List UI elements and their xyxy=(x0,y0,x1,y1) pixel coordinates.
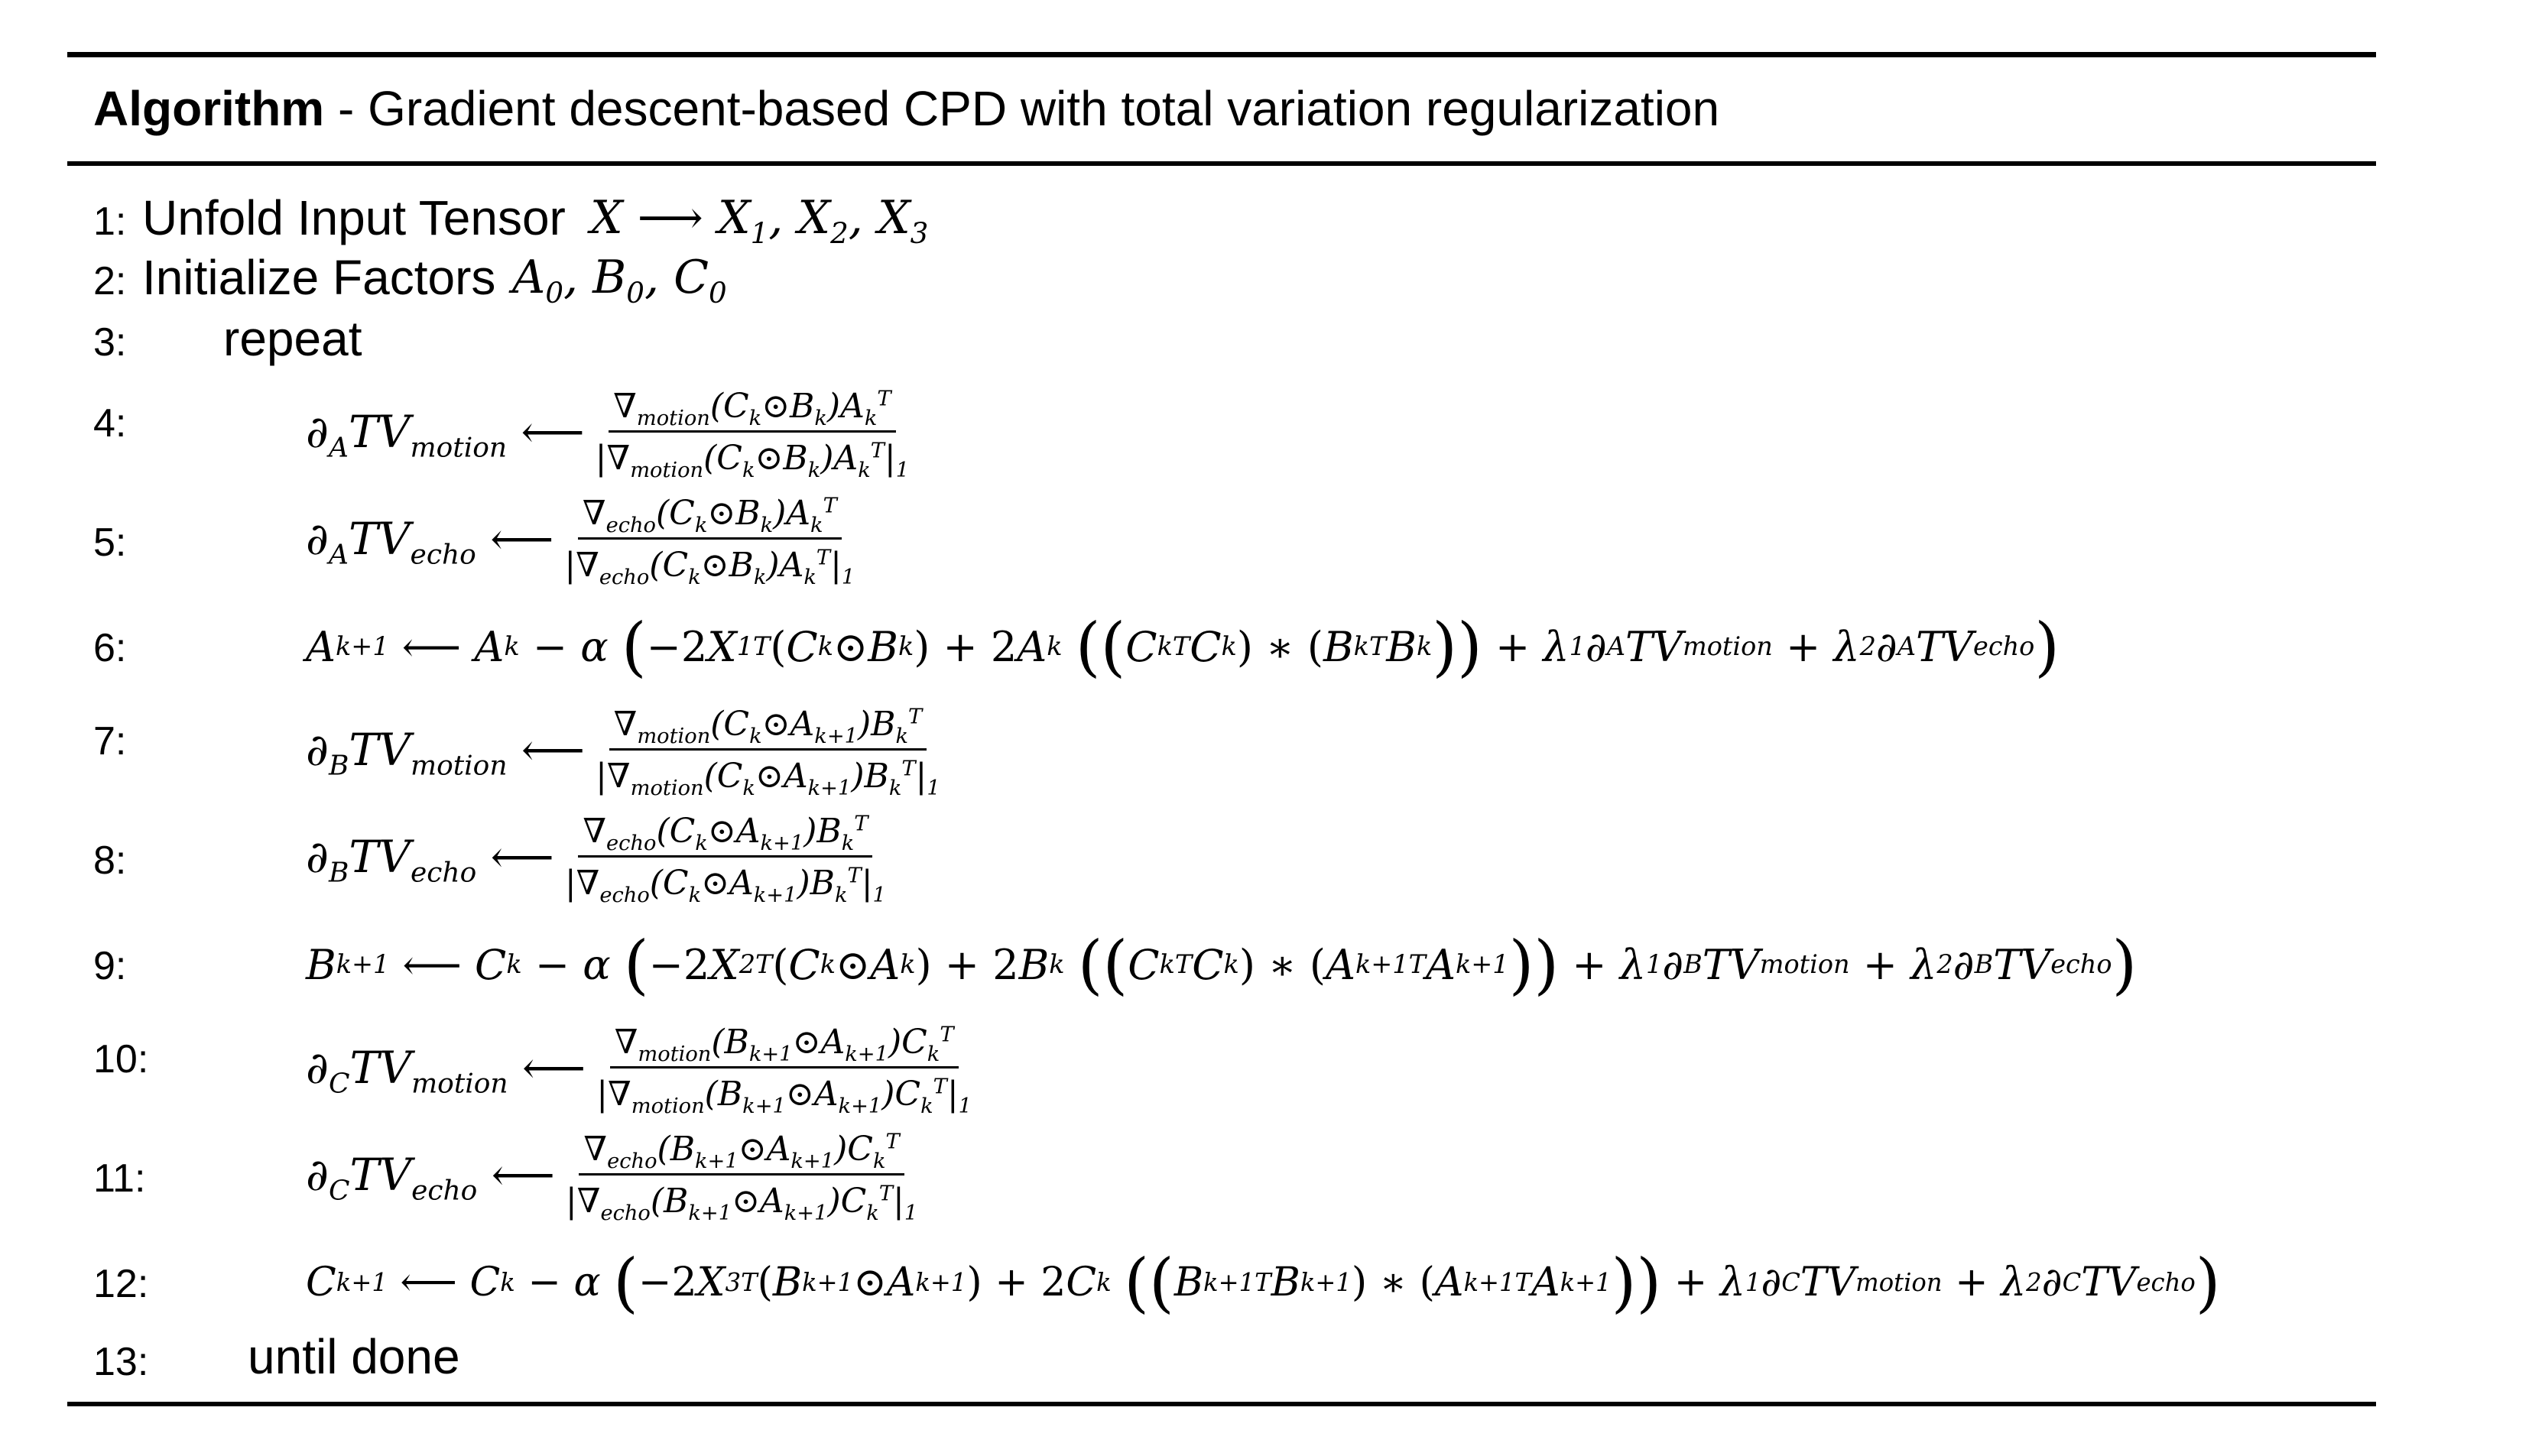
step-math: $\partial_ATV_{echo}$ ⟵ $\frac{\nabla_{echo}(C_k⊙B_k)A_k^T}{|\nabla_{echo}(C_k⊙B_k)A_k^T|_1}$ xyxy=(306,493,855,589)
top-rule xyxy=(67,52,2376,57)
step-math: $\partial_BTV_{motion}$ ⟵ $\frac{\nabla_{motion}(C_k⊙A_{k+1})B_k^T}{|\nabla_{motion}(C_k⊙A_{k+1})B_k^T|_1}$ xyxy=(306,704,940,800)
step-text: repeat xyxy=(223,311,362,366)
step-math: $A_0$, $B_0$, $C_0$ xyxy=(512,251,727,310)
step-number: 13: xyxy=(93,1340,149,1384)
step-math: $\partial_CTV_{echo}$ ⟵ $\frac{\nabla_{echo}(B_{k+1}⊙A_{k+1})C_k^T}{|\nabla_{echo}(B_{k+1}⊙A_{k+1})C_k^T|_1}$ xyxy=(306,1129,918,1225)
step-math: $\partial_CTV_{motion}$ ⟵ $\frac{\nabla_{motion}(B_{k+1}⊙A_{k+1})C_k^T}{|\nabla_{motion}(B_{k+1}⊙A_{k+1})C_k^T|_1}$ xyxy=(306,1022,972,1118)
algorithm-title xyxy=(93,79,1719,138)
step-number: 12: xyxy=(93,1262,149,1306)
step-math: X ⟶ $X_1$, $X_2$, $X_3$ xyxy=(590,191,929,250)
step-number: 10: xyxy=(93,1037,149,1081)
step-math: B k+1 ⟵ C k − α ( −2 X 2 T ( C k ⊙A k ) + 2 B k ( ( C k T C k ) ∗ ( A k+1 T A k+1 ) ) + λ 1 ∂ B TV motion + λ 2 ∂ B TV echo ) xyxy=(306,927,2138,1002)
step-text: until done xyxy=(248,1329,460,1384)
mid-rule xyxy=(67,161,2376,166)
step-text: Unfold Input Tensor xyxy=(142,190,566,245)
step-math: C k+1 ⟵ C k − α ( −2 X 3 T ( B k+1 ⊙A k+1 ) + 2 C k ( ( B k+1 T B k+1 ) ∗ ( A k+1 T A k+1 ) ) + λ 1 ∂ C TV motion + λ 2 ∂ C TV echo ) xyxy=(306,1245,2221,1320)
step-number: 4: xyxy=(93,401,127,446)
step-math: $\partial_ATV_{motion}$ ⟵ $\frac{\nabla_{motion}(C_k⊙B_k)A_k^T}{|\nabla_{motion}(C_k⊙B_k)A_k^T|_1}$ xyxy=(306,386,910,482)
step-number: 5: xyxy=(93,520,127,565)
step-number: 2: xyxy=(93,259,127,303)
step-number: 9: xyxy=(93,944,127,988)
step-math: $\partial_BTV_{echo}$ ⟵ $\frac{\nabla_{echo}(C_k⊙A_{k+1})B_k^T}{|\nabla_{echo}(C_k⊙A_{k+1})B_k^T|_1}$ xyxy=(306,811,886,907)
step-number: 11: xyxy=(93,1156,146,1201)
title-text: - Gradient descent-based CPD with total variation regularization xyxy=(324,81,1720,136)
step-number: 3: xyxy=(93,320,127,365)
step-number: 1: xyxy=(93,199,127,244)
step-math: A k+1 ⟵ A k − α ( −2 X 1 T ( C k ⊙B k ) + 2 A k ( ( C k T C k ) ∗ ( B k T B k ) ) + λ 1 ∂ A TV motion + λ 2 ∂ A TV echo ) xyxy=(306,609,2060,684)
title-bold: Algorithm xyxy=(93,81,325,136)
step-text: Initialize Factors xyxy=(142,250,496,305)
step-number: 7: xyxy=(93,719,127,764)
step-number: 6: xyxy=(93,626,127,670)
bottom-rule xyxy=(67,1402,2376,1406)
step-number: 8: xyxy=(93,838,127,883)
